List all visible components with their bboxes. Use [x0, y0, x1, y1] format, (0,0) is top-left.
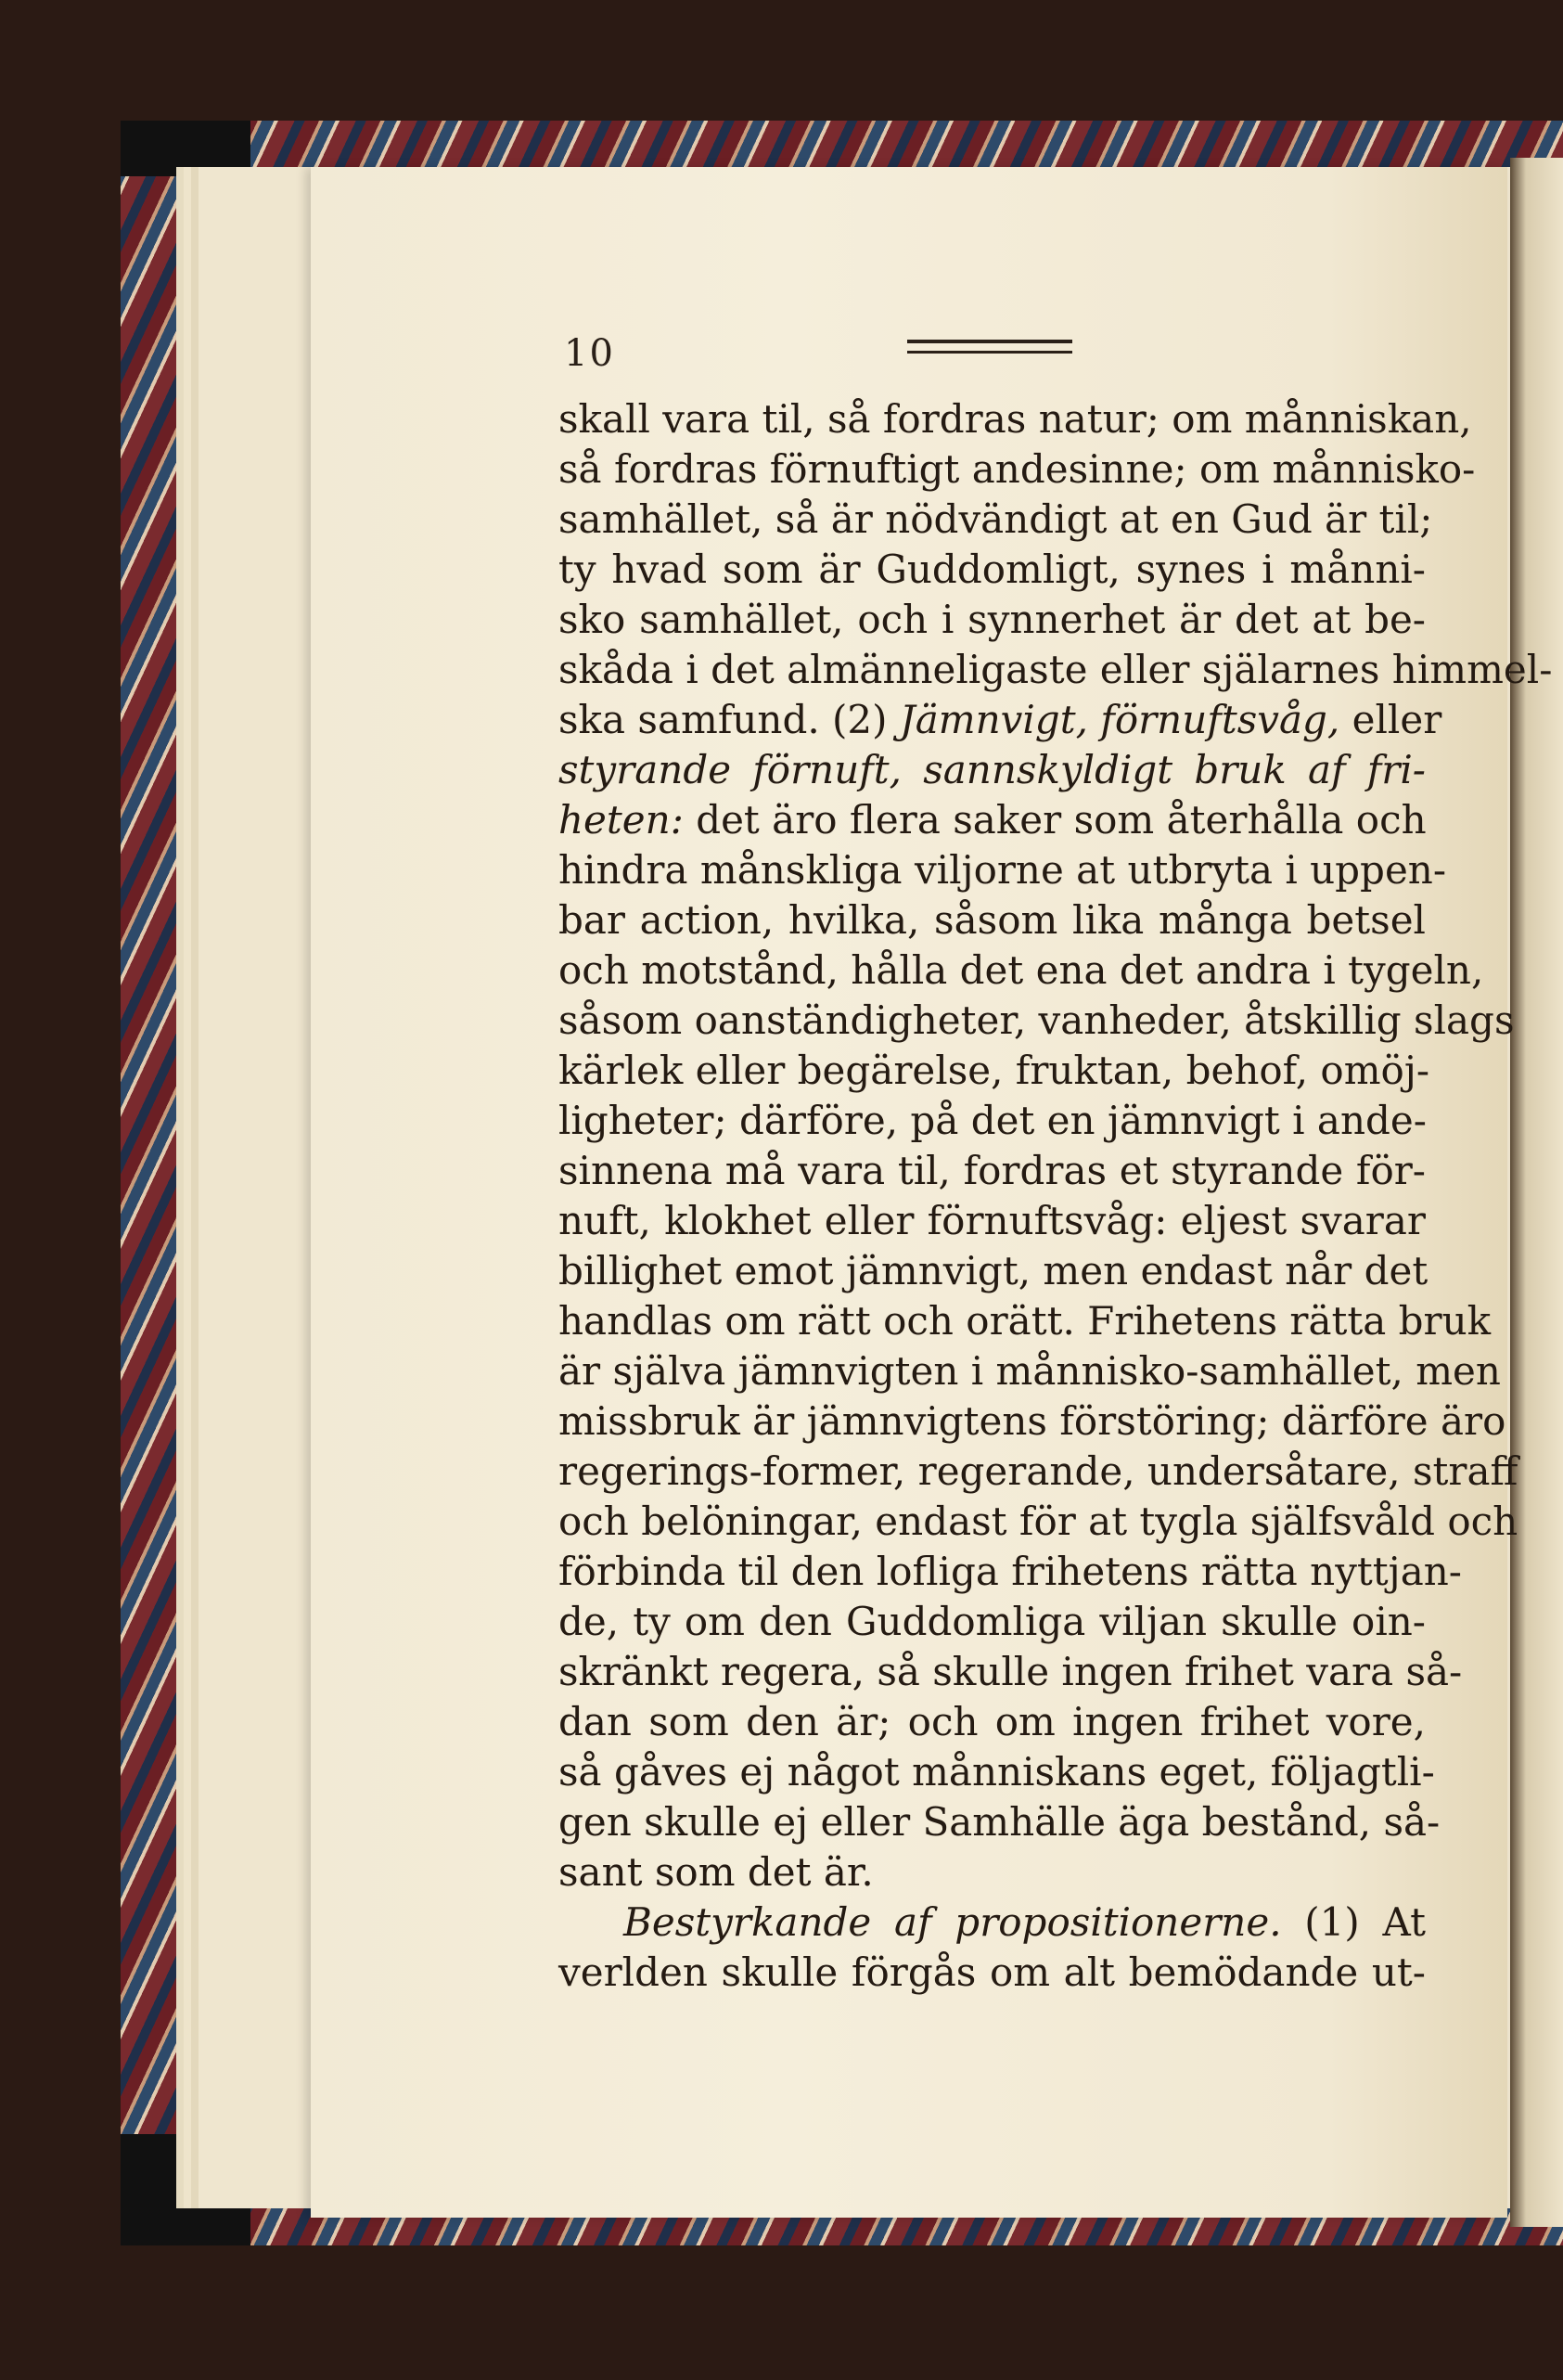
text-line [558, 394, 1472, 444]
text-run: så fordras förnuftigt andesinne; om månnisko- [558, 446, 1476, 492]
text-line [558, 946, 1484, 996]
text-run: hindra månskliga viljorne at utbryta i uppen- [558, 847, 1447, 893]
text-line [558, 1296, 1492, 1346]
text-run: kärlek eller begärelse, fruktan, behof, omöj- [558, 1048, 1430, 1093]
text-line [558, 1346, 1501, 1396]
text-run: så gåves ej något månniskans eget, följagtli- [558, 1749, 1435, 1795]
text-line [558, 1547, 1462, 1597]
italic-run: styrande förnuft, sannskyldigt bruk af fri- [558, 747, 1426, 792]
text-line [558, 1647, 1463, 1697]
text-run: sant som det är. [558, 1849, 874, 1895]
text-run: det äro flera saker som återhålla och [683, 797, 1427, 843]
text-line [558, 444, 1476, 495]
text-line [558, 1096, 1426, 1146]
text-run: nuft, klokhet eller förnuftsvåg: eljest svarar [558, 1198, 1426, 1243]
text-run: regerings-former, regerande, undersåtare, straff [558, 1448, 1518, 1494]
text-run: missbruk är jämnvigtens förstöring; därföre äro [558, 1398, 1506, 1444]
text-line [558, 745, 1426, 795]
text-run: dan som den är; och om ingen frihet vore, [558, 1699, 1426, 1744]
body-text [558, 394, 1553, 1998]
text-run: är själva jämnvigten i månnisko-samhället, men [558, 1348, 1501, 1394]
text-run: sinnena må vara til, fordras et styrande för- [558, 1148, 1426, 1193]
text-line [558, 1046, 1430, 1096]
text-line [558, 1497, 1518, 1547]
text-run: ligheter; därföre, på det en jämnvigt i ande- [558, 1098, 1427, 1143]
text-line [558, 1246, 1426, 1296]
text-run: skall vara til, så fordras natur; om månniskan, [558, 396, 1472, 442]
text-run: eller [1339, 697, 1442, 742]
facing-page [1510, 158, 1563, 2227]
text-line [558, 1146, 1426, 1196]
italic-run: Bestyrkande af propositionerne. [623, 1899, 1282, 1945]
text-run: ska samfund. (2) [558, 697, 900, 742]
text-line [558, 845, 1447, 895]
italic-run: heten: [558, 797, 684, 843]
text-run: handlas om rätt och orätt. Frihetens rätta bruk [558, 1298, 1492, 1344]
text-run: och belöningar, endast för at tygla själfsvåld och [558, 1499, 1518, 1544]
header-rule [907, 340, 1072, 354]
text-line [558, 895, 1426, 946]
text-run: verlden skulle förgås om alt bemödande ut- [558, 1949, 1426, 1995]
text-run: ty hvad som är Guddomligt, synes i månni- [558, 547, 1426, 592]
text-line [558, 595, 1426, 645]
text-run: förbinda til den lofliga frihetens rätta nyttjan- [558, 1549, 1462, 1594]
text-line [558, 1898, 1426, 1948]
text-line [558, 795, 1426, 845]
text-line [558, 1747, 1435, 1797]
text-line [558, 1196, 1426, 1246]
text-line [558, 1847, 1426, 1898]
text-run: skränkt regera, så skulle ingen frihet vara så- [558, 1649, 1463, 1694]
page-number: 10 [564, 332, 615, 375]
text-line [558, 1797, 1441, 1847]
text-line [558, 545, 1426, 595]
text-line [558, 495, 1433, 545]
text-run: de, ty om den Guddomliga viljan skulle oin- [558, 1599, 1426, 1644]
text-run: samhället, så är nödvändigt at en Gud är til; [558, 496, 1433, 542]
text-line [558, 1697, 1426, 1747]
text-line [558, 1948, 1426, 1998]
text-run: såsom oanständigheter, vanheder, åtskillig slags [558, 997, 1515, 1043]
text-run: skåda i det almänneligaste eller själarnes himmel- [558, 647, 1553, 692]
text-run: och motstånd, hålla det ena det andra i tygeln, [558, 947, 1484, 993]
text-run: billighet emot jämnvigt, men endast når det [558, 1248, 1428, 1293]
text-line [558, 1597, 1426, 1647]
text-line [558, 1447, 1518, 1497]
text-run: sko samhället, och i synnerhet är det at be- [558, 597, 1426, 642]
text-run: gen skulle ej eller Samhälle äga bestånd, så- [558, 1799, 1441, 1845]
text-line [558, 1396, 1506, 1447]
text-line [558, 695, 1442, 745]
text-run: bar action, hvilka, såsom lika många betsel [558, 897, 1426, 943]
text-line [558, 645, 1553, 695]
text-line [558, 996, 1515, 1046]
text-run: (1) At [1281, 1899, 1426, 1945]
italic-run: Jämnvigt, förnuftsvåg, [899, 697, 1340, 742]
